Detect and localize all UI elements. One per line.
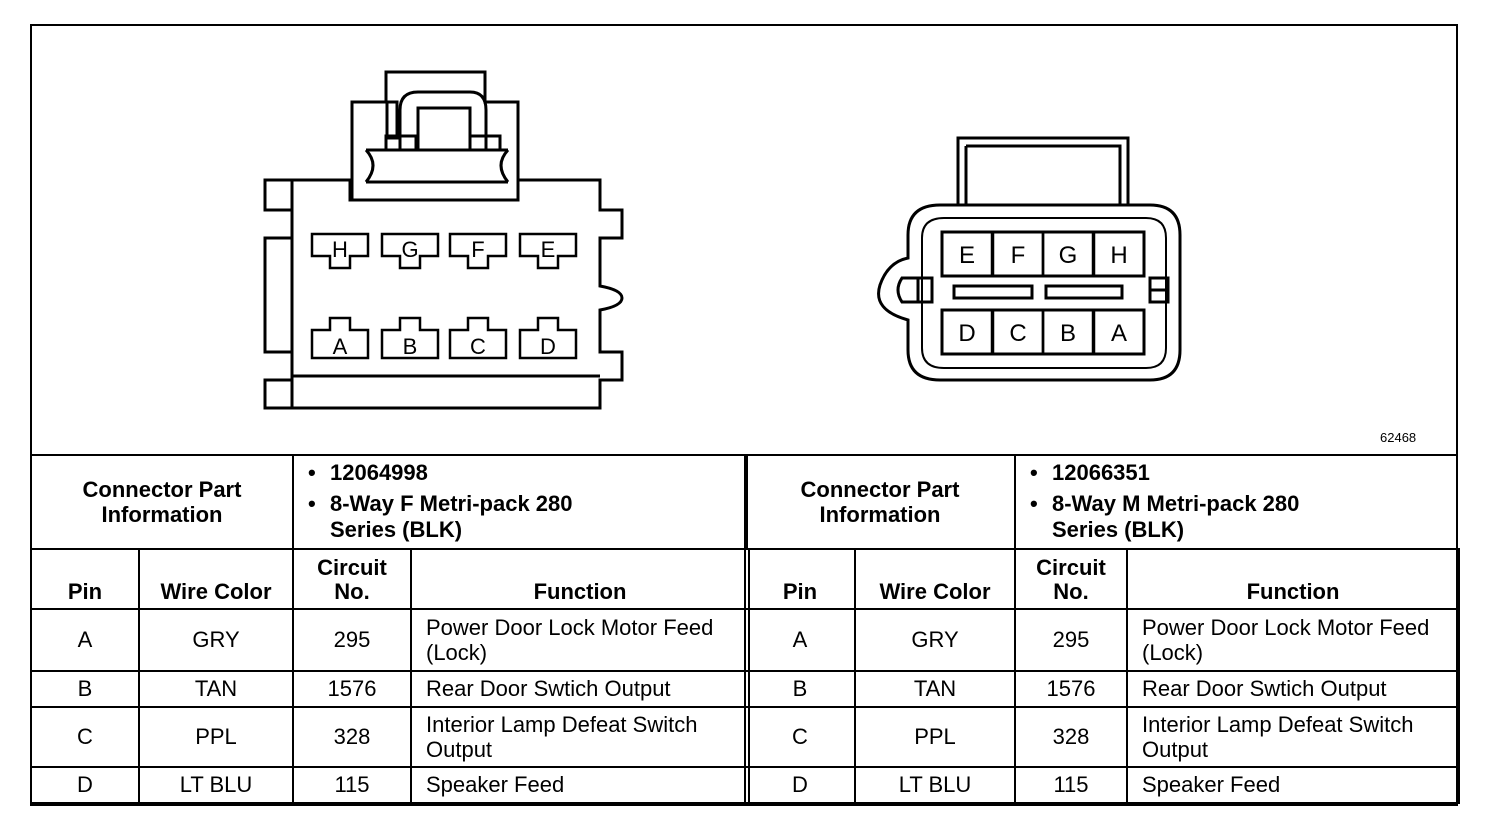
pin-label: C: [1009, 320, 1027, 347]
female-pin-h: [312, 234, 368, 268]
pin-label: C: [470, 334, 486, 359]
male-pin-b: [1043, 310, 1093, 354]
figure-number: 62468: [1380, 430, 1417, 445]
pin-label: B: [1059, 320, 1077, 347]
pin-label: E: [958, 242, 976, 269]
cell-pin: A: [30, 608, 140, 672]
cell-function: Power Door Lock Motor Feed (Lock): [1126, 608, 1460, 672]
cell-wire-color: PPL: [138, 706, 294, 768]
female-pin-f: [450, 234, 506, 268]
cell-wire-color: LT BLU: [854, 766, 1016, 804]
part-info-item: • 12064998: [330, 460, 428, 485]
part-info-label: Connector Part Information: [30, 454, 294, 550]
cell-function: Interior Lamp Defeat Switch Output: [410, 706, 750, 768]
cell-wire-color: GRY: [854, 608, 1016, 672]
male-pin-g: [1043, 232, 1093, 276]
cell-wire-color: LT BLU: [138, 766, 294, 804]
male-connector-drawing: [879, 138, 1180, 380]
cell-wire-color: TAN: [854, 670, 1016, 708]
pin-label: H: [1110, 242, 1128, 269]
col-header-wire-color: Wire Color: [138, 548, 294, 610]
cell-wire-color: PPL: [854, 706, 1016, 768]
cell-function: Speaker Feed: [1126, 766, 1460, 804]
pin-label: F: [471, 237, 485, 262]
pin-label: G: [401, 237, 419, 262]
col-header-function: Function: [410, 548, 750, 610]
col-header-function: Function: [1126, 548, 1460, 610]
part-info: [292, 454, 748, 550]
cell-circuit-no: 115: [1014, 766, 1128, 804]
cell-function: Power Door Lock Motor Feed (Lock): [410, 608, 750, 672]
female-pin-e: [520, 234, 576, 268]
female-pin-a: [312, 318, 368, 359]
part-info-item: • 12066351: [1052, 460, 1150, 485]
male-pin-a: [1094, 310, 1144, 354]
cell-pin: A: [744, 608, 856, 672]
pin-label: F: [1010, 242, 1026, 269]
cell-function: Speaker Feed: [410, 766, 750, 804]
pin-label: E: [540, 237, 556, 262]
female-pin-g: [382, 234, 438, 268]
col-header-pin: Pin: [744, 548, 856, 610]
cell-wire-color: TAN: [138, 670, 294, 708]
female-pin-d: [520, 318, 576, 359]
male-pin-f: [993, 232, 1043, 276]
part-info-item: • 8-Way M Metri-pack 280 Series (BLK): [1052, 491, 1312, 542]
cell-circuit-no: 328: [1014, 706, 1128, 768]
pin-label: G: [1058, 242, 1078, 269]
col-header-pin: Pin: [30, 548, 140, 610]
male-pin-c: [993, 310, 1043, 354]
female-pin-b: [382, 318, 438, 359]
pin-label: D: [958, 320, 976, 347]
male-pin-e: [942, 232, 992, 276]
cell-pin: B: [30, 670, 140, 708]
cell-circuit-no: 1576: [292, 670, 412, 708]
cell-pin: B: [744, 670, 856, 708]
col-header-circuit-no: Circuit No.: [1014, 548, 1128, 610]
pin-label: A: [332, 334, 348, 359]
male-pin-h: [1094, 232, 1144, 276]
col-header-wire-color: Wire Color: [854, 548, 1016, 610]
cell-circuit-no: 1576: [1014, 670, 1128, 708]
cell-wire-color: GRY: [138, 608, 294, 672]
male-connector-pins: [942, 232, 1144, 354]
male-pin-d: [942, 310, 992, 354]
cell-function: Rear Door Swtich Output: [1126, 670, 1460, 708]
part-info: [1014, 454, 1458, 550]
cell-pin: C: [744, 706, 856, 768]
cell-function: Interior Lamp Defeat Switch Output: [1126, 706, 1460, 768]
cell-pin: D: [30, 766, 140, 804]
pin-label: D: [540, 334, 556, 359]
cell-circuit-no: 328: [292, 706, 412, 768]
cell-function: Rear Door Swtich Output: [410, 670, 750, 708]
female-pin-c: [450, 318, 506, 359]
pin-label: A: [1110, 320, 1128, 347]
cell-pin: C: [30, 706, 140, 768]
cell-circuit-no: 115: [292, 766, 412, 804]
col-header-circuit-no: Circuit No.: [292, 548, 412, 610]
part-info-item: • 8-Way F Metri-pack 280 Series (BLK): [330, 491, 590, 542]
cell-circuit-no: 295: [1014, 608, 1128, 672]
pin-label: B: [402, 334, 418, 359]
part-info-label: Connector Part Information: [744, 454, 1016, 550]
cell-circuit-no: 295: [292, 608, 412, 672]
cell-pin: D: [744, 766, 856, 804]
pin-label: H: [332, 237, 348, 262]
female-connector-pins: [312, 234, 576, 359]
